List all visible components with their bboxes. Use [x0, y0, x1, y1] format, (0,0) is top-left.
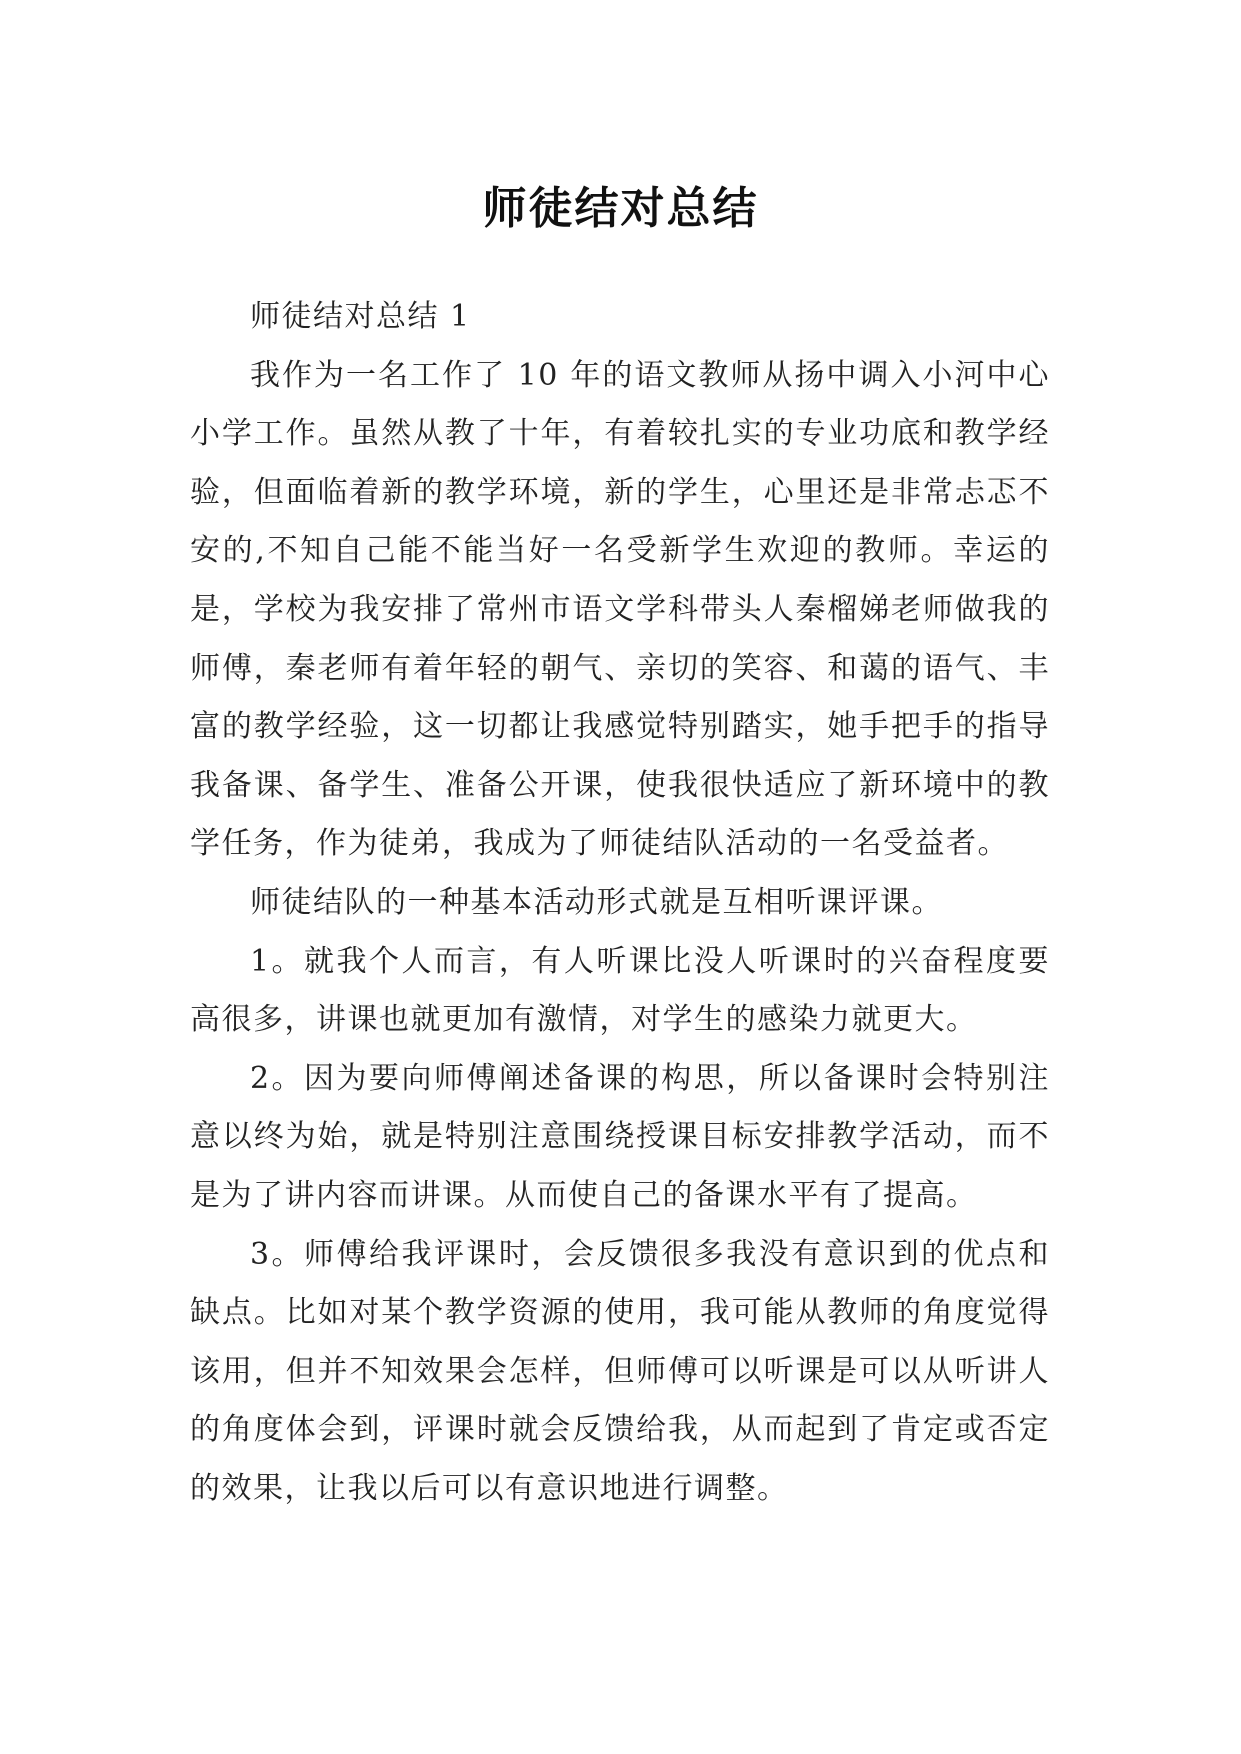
paragraph: 师徒结队的一种基本活动形式就是互相听课评课。: [250, 884, 943, 920]
section-heading: 师徒结对总结 1: [250, 299, 471, 334]
document-title: 师徒结对总结: [482, 183, 759, 235]
paragraph: 2。因为要向师傅阐述备课的构思，所以备课时会特别注意以终为始，就是特别注意围绕授课目标安排教学活动，而不是为了讲内容而讲课。从而使自己的备课水平有了提高。: [190, 1060, 1050, 1213]
paragraph: 3。师傅给我评课时，会反馈很多我没有意识到的优点和缺点。比如对某个教学资源的使用，我可能从教师的角度觉得该用，但并不知效果会怎样，但师傅可以听课是可以从听讲人的角度体会到，评课时就会反馈给我，从而起到了肯定或否定的效果，让我以后可以有意识地进行调整。: [190, 1236, 1050, 1506]
paragraph: 1。就我个人而言，有人听课比没人听课时的兴奋程度要高很多，讲课也就更加有激情，对学生的感染力就更大。: [190, 943, 1050, 1038]
paragraph: 我作为一名工作了 10 年的语文教师从扬中调入小河中心小学工作。虽然从教了十年，有着较扎实的专业功底和教学经验，但面临着新的教学环境，新的学生，心里还是非常忐忑不安的,不知自己能不能当好一名受新学生欢迎的教师。幸运的是，学校为我安排了常州市语文学科带头人秦榴娣老师做我的师傅，秦老师有着年轻的朝气、亲切的笑容、和蔼的语气、丰富的教学经验，这一切都让我感觉特别踏实，她手把手的指导我备课、备学生、准备公开课，使我很快适应了新环境中的教学任务，作为徒弟，我成为了师徒结队活动的一名受益者。: [190, 357, 1050, 862]
document-body: [190, 288, 1050, 1518]
